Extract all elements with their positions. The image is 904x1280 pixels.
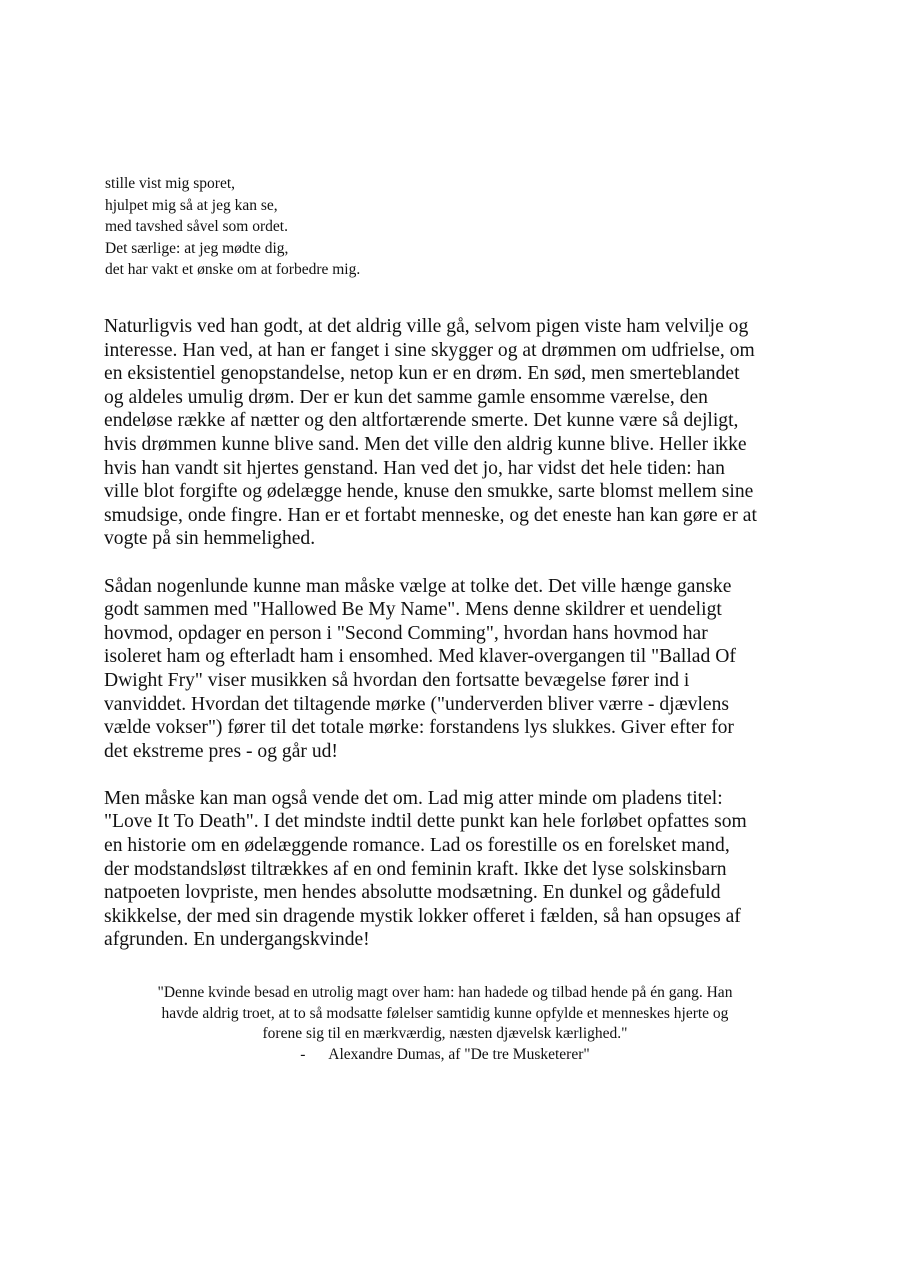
poem-line: Det særlige: at jeg mødte dig, <box>105 239 289 257</box>
text-line: endeløse række af nætter og den altfortærende smerte. Det kunne være så dejligt, <box>104 410 739 432</box>
text-line: smudsige, onde fingre. Han er et fortabt menneske, og det eneste han kan gøre er at <box>104 504 757 526</box>
poem-line: hjulpet mig så at jeg kan se, <box>105 196 278 214</box>
text-line: vælde vokser") fører til det totale mørke: forstandens lys slukkes. Giver efter for <box>104 717 734 739</box>
text-line: vanviddet. Hvordan det tiltagende mørke ("underverden bliver værre - djævlens <box>104 693 730 715</box>
text-line: en historie om en ødelæggende romance. Lad os forestille os en forelsket mand, <box>104 835 730 857</box>
quote-line: havde aldrig troet, at to så modsatte følelser samtidig kunne opfylde et menneskes hjerte og <box>161 1004 729 1022</box>
attribution-dash: - <box>300 1045 306 1063</box>
quote-attribution <box>100 1045 790 1066</box>
paragraph-3 <box>104 787 804 952</box>
paragraph-2 <box>104 575 804 764</box>
quote-line: "Denne kvinde besad en utrolig magt over ham: han hadede og tilbad hende på én gang. Han <box>157 984 733 1001</box>
text-line: vogte på sin hemmelighed. <box>104 528 316 550</box>
block-quote <box>100 983 790 1065</box>
paragraph-1 <box>104 315 804 551</box>
text-line: det ekstreme pres - og går ud! <box>104 740 338 762</box>
text-line: Naturligvis ved han godt, at det aldrig ville gå, selvom pigen viste ham velvilje og <box>104 316 749 337</box>
text-line: hvis drømmen kunne blive sand. Men det ville den aldrig kunne blive. Heller ikke <box>104 433 747 455</box>
text-line: skikkelse, der med sin dragende mystik lokker offeret i fælden, så han opsuges af <box>104 905 741 927</box>
text-line: natpoeten lovpriste, men hendes absolutte modsætning. En dunkel og gådefuld <box>104 882 721 904</box>
text-line: hvis han vandt sit hjertes genstand. Han ved det jo, har vidst det hele tiden: han <box>104 457 725 479</box>
poem-line: med tavshed såvel som ordet. <box>105 218 288 235</box>
text-line: Sådan nogenlunde kunne man måske vælge at tolke det. Det ville hænge ganske <box>104 575 732 597</box>
text-line: isoleret ham og efterladt ham i ensomhed. Med klaver-overgangen til "Ballad Of <box>104 646 736 668</box>
text-line: ville blot forgifte og ødelægge hende, knuse den smukke, sarte blomst mellem sine <box>104 481 754 503</box>
text-line: godt sammen med "Hallowed Be My Name". Mens denne skildrer et uendeligt <box>104 599 722 621</box>
text-line: hovmod, opdager en person i "Second Comming", hvordan hans hovmod har <box>104 622 708 644</box>
text-line: Dwight Fry" viser musikken så hvordan den fortsatte bevægelse fører ind i <box>104 669 690 691</box>
text-line: en eksistentiel genopstandelse, netop kun er en drøm. En sød, men smerteblandet <box>104 363 740 385</box>
quote-line: forene sig til en mærkværdig, næsten djævelsk kærlighed." <box>262 1025 628 1042</box>
text-line: Men måske kan man også vende det om. Lad mig atter minde om pladens titel: <box>104 787 723 809</box>
body-text <box>104 315 804 976</box>
text-line: "Love It To Death". I det mindste indtil dette punkt kan hele forløbet opfattes som <box>104 811 747 833</box>
attribution-text: Alexandre Dumas, af "De tre Musketerer" <box>328 1045 590 1063</box>
text-line: og aldeles umulig drøm. Der er kun det samme gamle ensomme værelse, den <box>104 386 708 408</box>
text-line: der modstandsløst tiltrækkes af en ond feminin kraft. Ikke det lyse solskinsbarn <box>104 858 727 880</box>
text-line: interesse. Han ved, at han er fanget i sine skygger og at drømmen om udfrielse, om <box>104 339 755 361</box>
poem-line: stille vist mig sporet, <box>105 175 236 192</box>
text-line: afgrunden. En undergangskvinde! <box>104 929 370 951</box>
poem-line: det har vakt et ønske om at forbedre mig. <box>105 261 361 278</box>
poem-excerpt <box>105 173 705 281</box>
